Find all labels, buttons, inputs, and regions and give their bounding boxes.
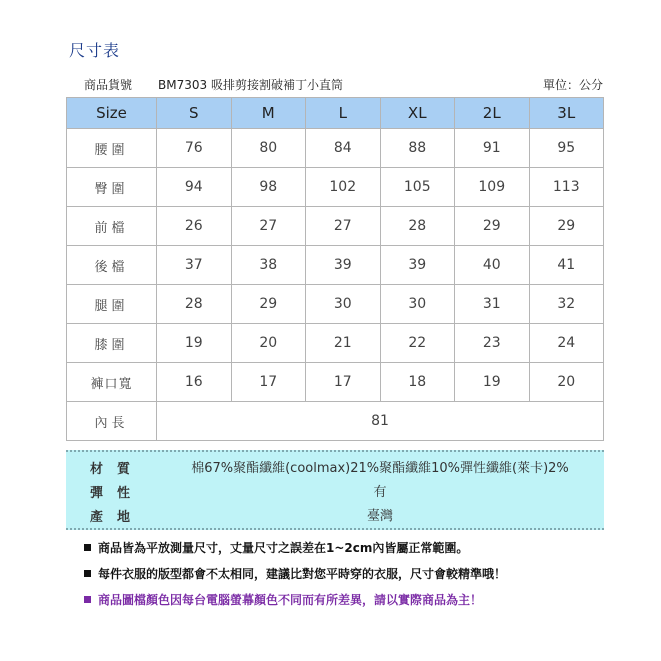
table-cell: 28 — [380, 207, 455, 246]
table-cell: 29 — [231, 285, 306, 324]
row-label: 腿圍 — [67, 285, 157, 324]
table-cell: 22 — [380, 324, 455, 363]
note-item-highlight — [84, 592, 506, 618]
table-cell: 109 — [455, 168, 530, 207]
note-item — [84, 540, 506, 566]
inseam-value: 81 — [157, 402, 604, 441]
table-cell: 24 — [529, 324, 604, 363]
table-cell: 38 — [231, 246, 306, 285]
table-row — [67, 168, 604, 207]
table-cell: 20 — [529, 363, 604, 402]
table-cell: 40 — [455, 246, 530, 285]
table-cell: 32 — [529, 285, 604, 324]
table-cell: 23 — [455, 324, 530, 363]
size-header-cell: 3L — [529, 98, 604, 129]
table-cell: 29 — [455, 207, 530, 246]
note-text: 每件衣服的版型都會不太相同，建議比對您平時穿的衣服，尺寸會較精準哦！ — [98, 567, 507, 581]
table-cell: 91 — [455, 129, 530, 168]
square-bullet-icon — [84, 544, 91, 551]
table-row — [67, 285, 604, 324]
table-cell: 76 — [157, 129, 232, 168]
table-cell: 27 — [231, 207, 306, 246]
material-value: 棉67%聚酯纖維(coolmax)21%聚酯纖維10%彈性纖維(萊卡)2% — [191, 461, 569, 476]
table-cell: 39 — [306, 246, 381, 285]
notes-list — [84, 540, 506, 618]
elasticity-row — [66, 479, 604, 501]
table-row — [67, 129, 604, 168]
table-cell: 30 — [380, 285, 455, 324]
table-cell: 29 — [529, 207, 604, 246]
square-bullet-icon — [84, 570, 91, 577]
row-label: 腰圍 — [67, 129, 157, 168]
table-cell: 94 — [157, 168, 232, 207]
table-cell: 17 — [306, 363, 381, 402]
product-code-value: BM7303 吸排剪接割破補丁小直筒 — [158, 78, 343, 92]
note-text: 商品皆為平放測量尺寸，丈量尺寸之誤差在1~2cm內皆屬正常範圍。 — [98, 541, 469, 555]
table-cell: 95 — [529, 129, 604, 168]
origin-row — [66, 503, 604, 525]
size-header-cell: L — [306, 98, 381, 129]
size-header-cell: 2L — [455, 98, 530, 129]
origin-label: 產地 — [90, 510, 145, 525]
table-cell: 105 — [380, 168, 455, 207]
size-header-cell: S — [157, 98, 232, 129]
table-cell: 84 — [306, 129, 381, 168]
size-header-cell: XL — [380, 98, 455, 129]
origin-value: 臺灣 — [366, 509, 393, 524]
size-header-label: Size — [67, 98, 157, 129]
elasticity-label: 彈性 — [90, 486, 145, 501]
inseam-row — [67, 402, 604, 441]
row-label: 臀圍 — [67, 168, 157, 207]
table-cell: 37 — [157, 246, 232, 285]
table-cell: 17 — [231, 363, 306, 402]
table-row — [67, 246, 604, 285]
table-cell: 39 — [380, 246, 455, 285]
table-cell: 98 — [231, 168, 306, 207]
product-code-label: 商品貨號 — [84, 78, 133, 92]
table-cell: 16 — [157, 363, 232, 402]
table-cell: 19 — [157, 324, 232, 363]
table-cell: 28 — [157, 285, 232, 324]
table-cell: 31 — [455, 285, 530, 324]
table-cell: 20 — [231, 324, 306, 363]
row-label: 前檔 — [67, 207, 157, 246]
size-header-cell: M — [231, 98, 306, 129]
size-header-row — [67, 98, 604, 129]
table-cell: 27 — [306, 207, 381, 246]
table-cell: 80 — [231, 129, 306, 168]
table-cell: 21 — [306, 324, 381, 363]
table-row — [67, 363, 604, 402]
note-text: 商品圖檔顏色因每台電腦螢幕顏色不同而有所差異，請以實際商品為主！ — [98, 593, 483, 607]
material-row — [66, 455, 604, 477]
size-table — [66, 97, 604, 441]
table-cell: 19 — [455, 363, 530, 402]
table-cell: 18 — [380, 363, 455, 402]
elasticity-value: 有 — [373, 485, 387, 500]
unit-label: 單位：公分 — [542, 78, 603, 92]
material-info-panel — [66, 450, 604, 530]
table-cell: 88 — [380, 129, 455, 168]
row-label: 膝圍 — [67, 324, 157, 363]
product-info — [66, 76, 603, 94]
table-cell: 41 — [529, 246, 604, 285]
square-bullet-icon — [84, 596, 91, 603]
table-cell: 102 — [306, 168, 381, 207]
table-row — [67, 207, 604, 246]
table-cell: 113 — [529, 168, 604, 207]
note-item — [84, 566, 506, 592]
table-cell: 26 — [157, 207, 232, 246]
page-title: 尺寸表 — [69, 41, 121, 60]
table-row — [67, 324, 604, 363]
row-label: 褲口寬 — [67, 363, 157, 402]
table-cell: 30 — [306, 285, 381, 324]
row-label: 後檔 — [67, 246, 157, 285]
material-label: 材質 — [90, 462, 145, 477]
inseam-label: 內長 — [67, 402, 157, 441]
